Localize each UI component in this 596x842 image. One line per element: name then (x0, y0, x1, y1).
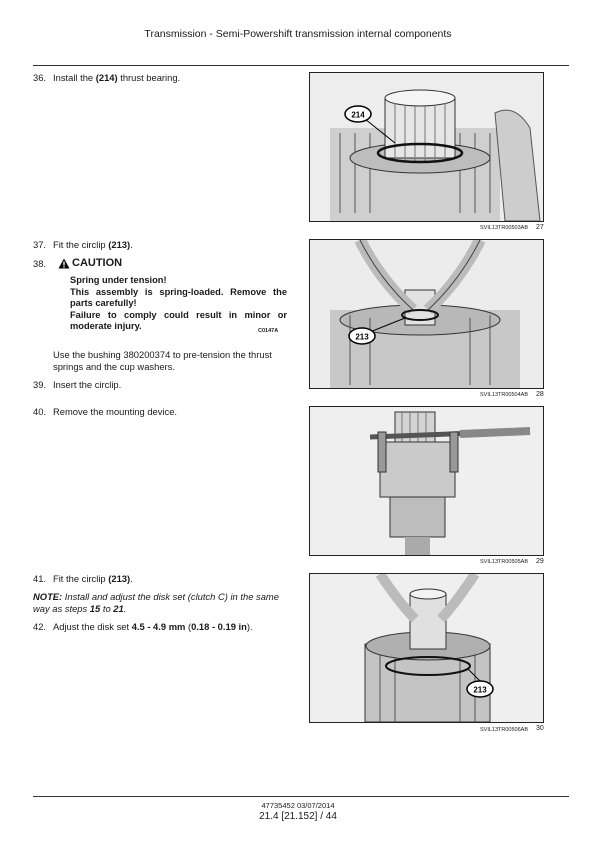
page-header-title: Transmission - Semi-Powershift transmission internal components (144, 28, 452, 40)
footer-page-number: 21.4 [21.152] / 44 (259, 811, 337, 822)
note-step-end: 21 (113, 603, 124, 614)
figure-id: SVIL13TR00504AB (480, 392, 529, 398)
footer-document-code: 47735452 03/07/2014 (261, 801, 335, 810)
step-40 (33, 406, 177, 418)
caution-code: C0147A (258, 328, 279, 334)
step-text: Fit the circlip (53, 239, 109, 250)
figure-number: 30 (536, 725, 544, 732)
figure-number: 27 (536, 224, 544, 231)
step-number: 41. (33, 573, 47, 584)
figure-disk-set-photo (309, 573, 544, 723)
step-36 (33, 72, 180, 84)
step-number: 37. (33, 239, 47, 250)
caution-line-1: Spring under tension! (70, 275, 167, 285)
step-text-end: . (130, 573, 133, 584)
measurement-in: 0.18 - 0.19 in (191, 621, 247, 632)
step-text: Install the (53, 72, 96, 83)
step-text: Insert the circlip. (53, 379, 122, 390)
note-text: Install and adjust the disk set (clutch C) in the same way as steps (33, 591, 279, 614)
callout-label: 213 (355, 332, 369, 342)
figure-id: SVIL13TR00505AB (480, 559, 529, 565)
header-rule (33, 65, 569, 66)
step-text-end: ). (246, 621, 253, 632)
step-text: Fit the circlip (53, 573, 109, 584)
caution-line-3: Failure to comply could result in minor or moderate injury. (70, 309, 287, 332)
step-number: 36. (33, 72, 47, 83)
note-step-start: 15 (89, 603, 101, 614)
note-text-mid: to (100, 603, 114, 614)
figure-circlip-photo (309, 239, 544, 389)
step-41 (33, 573, 133, 585)
figure-id: SVIL13TR00506AB (480, 727, 529, 733)
warning-triangle-icon (58, 258, 70, 269)
part-reference: (214) (95, 72, 118, 83)
part-reference: (213) (108, 573, 131, 584)
step-42 (33, 621, 253, 633)
step-number: 39. (33, 379, 47, 390)
step-39 (33, 379, 121, 391)
figure-mounting-device-photo (309, 406, 544, 556)
step-number: 42. (33, 621, 47, 632)
footer-rule (33, 796, 569, 797)
note-text-end: . (123, 603, 127, 614)
step-text-end: thrust bearing. (117, 72, 181, 83)
callout-label: 214 (351, 110, 365, 120)
caution-label: CAUTION (72, 257, 123, 269)
figure-thrust-bearing-photo (309, 72, 544, 222)
step-38-caution-heading (33, 257, 122, 269)
instruction-paragraph: Use the bushing 380200374 to pre-tension the thrust springs and the cup washers. (53, 349, 272, 372)
step-text: Adjust the disk set (53, 621, 132, 632)
caution-message (70, 275, 287, 333)
figure-id: SVIL13TR00503AB (480, 225, 529, 231)
step-text-end: . (130, 239, 133, 250)
note (33, 591, 293, 615)
step-number: 40. (33, 406, 47, 417)
step-text: Remove the mounting device. (53, 406, 178, 417)
note-label: NOTE: (33, 591, 63, 602)
figure-number: 28 (536, 391, 544, 398)
callout-label: 213 (473, 685, 487, 695)
caution-line-2: This assembly is spring-loaded. Remove the parts carefully! (70, 286, 287, 309)
step-37 (33, 239, 133, 251)
step-number: 38. (33, 257, 47, 269)
figure-number: 29 (536, 558, 544, 565)
part-reference: (213) (108, 239, 131, 250)
measurement-mm: 4.5 - 4.9 mm (131, 621, 186, 632)
step-text-mid: ( (185, 621, 192, 632)
